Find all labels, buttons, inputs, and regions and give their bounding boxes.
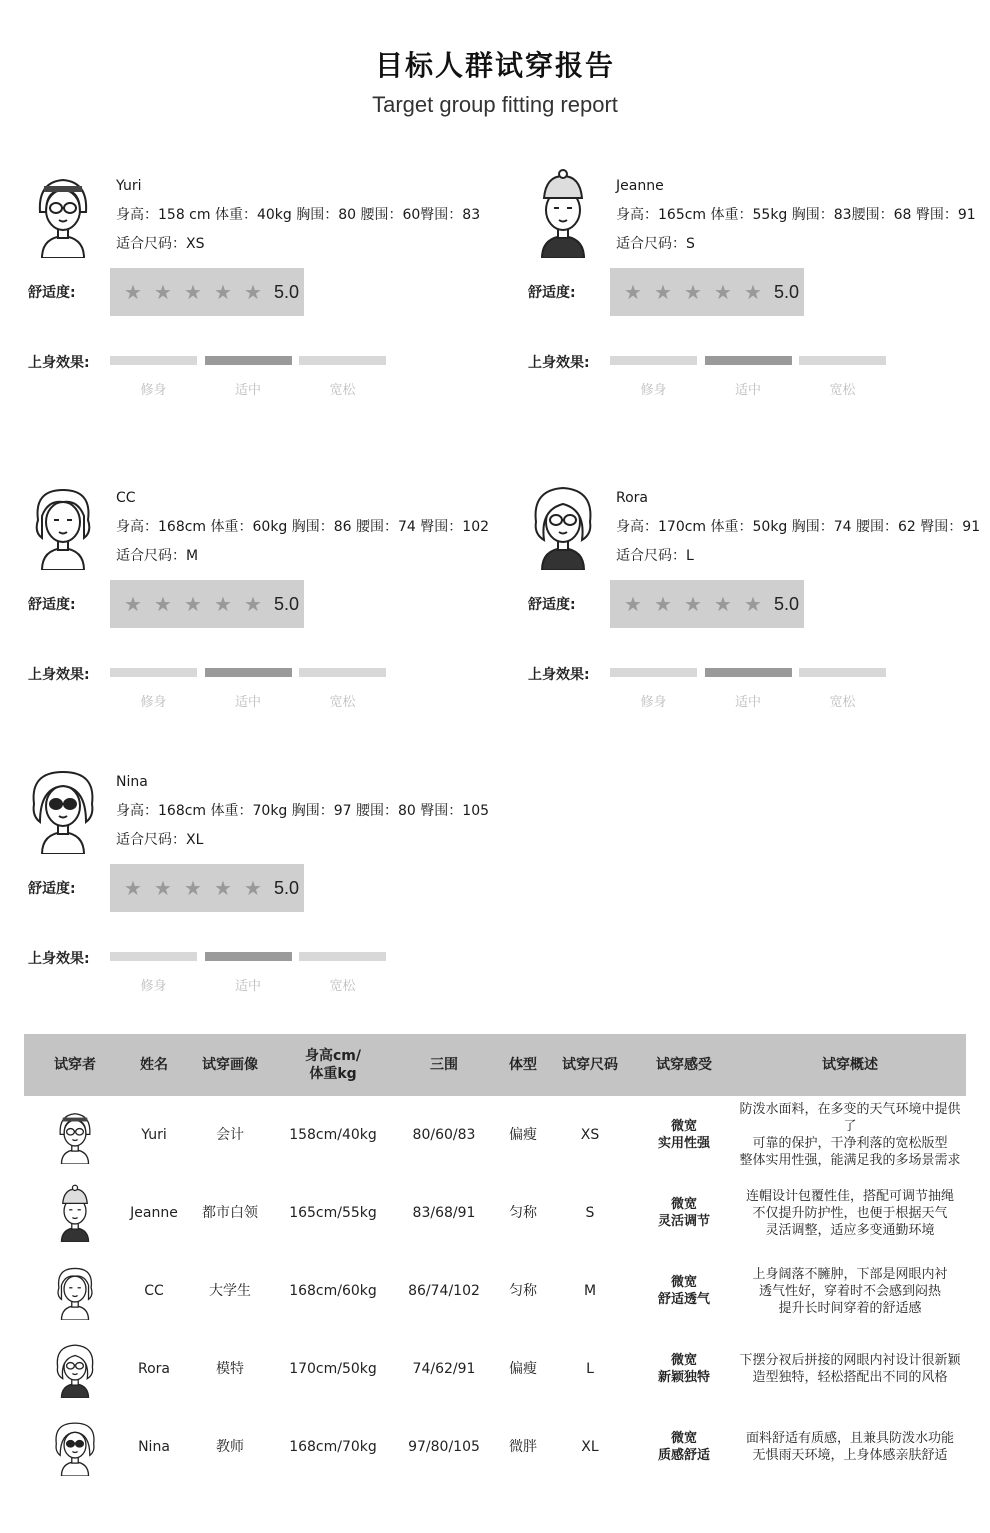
fit-option (705, 356, 792, 398)
cell-feeling: 微宽 灵活调节 (657, 1197, 710, 1229)
fit-scale (110, 952, 386, 994)
star-icon: ★ (154, 876, 172, 900)
star-icon: ★ (184, 592, 202, 616)
cell-role: 会计 (216, 1127, 244, 1143)
cell-measurements: 97/80/105 (408, 1439, 480, 1455)
cell-feeling: 微宽 新颖独特 (657, 1353, 710, 1385)
fit-bar (299, 356, 386, 365)
fit-option-label: 修身 (140, 695, 167, 710)
fit-option (205, 668, 292, 710)
tester-card-jeanne (528, 168, 990, 418)
column-header: 试穿者 (54, 1057, 96, 1073)
fit-option (110, 668, 197, 710)
cell-size: S (585, 1205, 595, 1221)
fit-label: 上身效果: (528, 667, 590, 683)
column-header: 试穿尺码 (562, 1057, 618, 1073)
cell-name: Yuri (141, 1127, 167, 1143)
fit-option-label: 宽松 (329, 979, 356, 994)
tester-name: Rora (616, 490, 648, 506)
fit-scale (610, 668, 886, 710)
tester-measurements: 身高：158 cm 体重：40kg 胸围：80 腰围：60臀围：83 (116, 207, 481, 223)
fit-option-label: 修身 (140, 979, 167, 994)
fit-option (205, 356, 292, 398)
avatar-portrait-icon (528, 480, 598, 570)
fit-bar (705, 356, 792, 365)
fit-bar (205, 952, 292, 961)
cell-body-shape: 匀称 (509, 1205, 537, 1221)
column-header: 三围 (430, 1057, 458, 1073)
fit-option-label: 修身 (640, 383, 667, 398)
fit-bar (110, 356, 197, 365)
cell-height-weight: 168cm/70kg (289, 1439, 377, 1455)
fit-bar (205, 356, 292, 365)
table-row (24, 1252, 966, 1330)
star-icon: ★ (244, 280, 262, 304)
star-icon: ★ (684, 592, 702, 616)
cell-size: L (586, 1361, 594, 1377)
fit-bar (205, 668, 292, 677)
star-icon: ★ (184, 876, 202, 900)
tester-info (616, 484, 980, 571)
star-icon: ★ (154, 280, 172, 304)
cell-name: Rora (138, 1361, 170, 1377)
fit-option (299, 952, 386, 994)
star-icon: ★ (124, 280, 142, 304)
tester-avatar-icon (24, 1340, 126, 1398)
fit-bar (299, 952, 386, 961)
table-body (24, 1096, 966, 1486)
tester-avatar-icon (24, 1106, 126, 1164)
fit-option (705, 668, 792, 710)
fit-option (205, 952, 292, 994)
fit-label: 上身效果: (28, 951, 90, 967)
fit-option-label: 宽松 (829, 383, 856, 398)
cell-feeling: 微宽 实用性强 (657, 1119, 710, 1151)
fitting-table (24, 1034, 966, 1486)
star-icon: ★ (624, 592, 642, 616)
cell-summary: 下摆分衩后拼接的网眼内衬设计很新颖 造型独特，轻松搭配出不同的风格 (739, 1353, 961, 1385)
tester-measurements: 身高：168cm 体重：60kg 胸围：86 腰围：74 臀围：102 (116, 519, 490, 535)
column-header: 试穿概述 (822, 1057, 878, 1073)
fit-bar (610, 356, 697, 365)
cell-role: 教师 (216, 1439, 244, 1455)
comfort-label: 舒适度: (28, 285, 76, 301)
table-row (24, 1408, 966, 1486)
comfort-rating (610, 268, 804, 316)
fit-option-label: 适中 (234, 979, 261, 994)
tester-name: CC (116, 490, 136, 506)
tester-card-rora (528, 480, 990, 730)
cell-body-shape: 微胖 (509, 1439, 537, 1455)
fit-label: 上身效果: (28, 355, 90, 371)
fit-option (610, 356, 697, 398)
report-header (0, 44, 990, 118)
star-icon: ★ (744, 592, 762, 616)
fit-label: 上身效果: (28, 667, 90, 683)
table-row (24, 1096, 966, 1174)
tester-name: Jeanne (616, 178, 664, 194)
tester-size: 适合尺码：S (616, 236, 695, 252)
cell-feeling: 微宽 舒适透气 (657, 1275, 710, 1307)
comfort-label: 舒适度: (28, 597, 76, 613)
cell-summary: 上身阔落不臃肿，下部是网眼内衬 透气性好，穿着时不会感到闷热 提升长时间穿着的舒适感 (752, 1266, 948, 1316)
tester-info (616, 172, 976, 259)
star-icon: ★ (714, 280, 732, 304)
comfort-label: 舒适度: (28, 881, 76, 897)
avatar-portrait-icon (28, 480, 98, 570)
page-subtitle: Target group fitting report (372, 92, 618, 117)
fit-bar (110, 668, 197, 677)
tester-size: 适合尺码：XL (116, 832, 204, 848)
fit-label: 上身效果: (528, 355, 590, 371)
fit-scale (110, 356, 386, 398)
fit-option (110, 952, 197, 994)
star-icon: ★ (244, 876, 262, 900)
table-row (24, 1174, 966, 1252)
tester-avatar-icon (24, 1184, 126, 1242)
comfort-rating (110, 268, 304, 316)
fit-option (610, 668, 697, 710)
cell-measurements: 74/62/91 (412, 1361, 476, 1377)
star-icon: ★ (214, 280, 232, 304)
tester-size: 适合尺码：XS (116, 236, 205, 252)
fit-option-label: 适中 (734, 695, 761, 710)
cell-name: Nina (138, 1439, 170, 1455)
cell-measurements: 80/60/83 (412, 1127, 476, 1143)
star-icon: ★ (684, 280, 702, 304)
comfort-score: 5.0 (774, 281, 800, 302)
fit-bar (299, 668, 386, 677)
comfort-rating (610, 580, 804, 628)
fit-bar (705, 668, 792, 677)
star-icon: ★ (714, 592, 732, 616)
fit-bar (799, 668, 886, 677)
star-icon: ★ (744, 280, 762, 304)
cell-size: M (583, 1283, 597, 1299)
comfort-label: 舒适度: (528, 285, 576, 301)
tester-size: 适合尺码：L (616, 548, 694, 564)
tester-name: Nina (116, 774, 148, 790)
cell-size: XL (581, 1439, 599, 1455)
cell-role: 模特 (216, 1361, 244, 1377)
comfort-score: 5.0 (274, 281, 300, 302)
tester-avatar-icon (24, 1418, 126, 1476)
comfort-score: 5.0 (274, 593, 300, 614)
tester-card-yuri (28, 168, 498, 418)
fit-option-label: 宽松 (329, 383, 356, 398)
tester-size: 适合尺码：M (116, 548, 199, 564)
star-icon: ★ (214, 592, 232, 616)
fit-bar (110, 952, 197, 961)
cell-body-shape: 偏瘦 (509, 1361, 537, 1377)
cell-height-weight: 168cm/60kg (289, 1283, 377, 1299)
fit-option-label: 修身 (640, 695, 667, 710)
tester-card-nina (28, 764, 498, 1014)
fit-scale (110, 668, 386, 710)
cell-height-weight: 158cm/40kg (289, 1127, 377, 1143)
star-icon: ★ (654, 280, 672, 304)
cell-summary: 面料舒适有质感，且兼具防泼水功能 无惧雨天环境，上身体感亲肤舒适 (745, 1431, 954, 1463)
star-icon: ★ (184, 280, 202, 304)
fit-scale (610, 356, 886, 398)
cell-summary: 连帽设计包覆性佳，搭配可调节抽绳 不仅提升防护性，也便于根据天气 灵活调整，适应多变通勤环境 (745, 1188, 954, 1238)
fit-option (299, 356, 386, 398)
avatar-portrait-icon (528, 168, 598, 258)
fit-option-label: 修身 (140, 383, 167, 398)
star-icon: ★ (244, 592, 262, 616)
cell-height-weight: 165cm/55kg (289, 1205, 377, 1221)
star-icon: ★ (154, 592, 172, 616)
star-icon: ★ (214, 876, 232, 900)
comfort-rating (110, 864, 304, 912)
tester-measurements: 身高：168cm 体重：70kg 胸围：97 腰围：80 臀围：105 (116, 803, 490, 819)
comfort-score: 5.0 (274, 877, 300, 898)
cell-body-shape: 偏瘦 (509, 1127, 537, 1143)
fit-option (110, 356, 197, 398)
page-title: 目标人群试穿报告 (374, 49, 615, 82)
column-header: 身高cm/ 体重kg (305, 1048, 361, 1082)
comfort-rating (110, 580, 304, 628)
tester-card-cc (28, 480, 498, 730)
cell-name: CC (144, 1283, 164, 1299)
tester-info (116, 484, 489, 571)
star-icon: ★ (654, 592, 672, 616)
cell-height-weight: 170cm/50kg (289, 1361, 377, 1377)
column-header: 试穿感受 (656, 1057, 712, 1073)
cell-measurements: 83/68/91 (412, 1205, 476, 1221)
tester-avatar-icon (24, 1262, 126, 1320)
fit-bar (799, 356, 886, 365)
fit-option-label: 适中 (234, 383, 261, 398)
avatar-portrait-icon (28, 764, 98, 854)
tester-info (116, 768, 489, 855)
fit-option (799, 668, 886, 710)
cell-summary: 防泼水面料，在多变的天气环境中提供了 可靠的保护，干净利落的宽松版型 整体实用性强，能满足我的多场景需求 (739, 1102, 961, 1168)
fit-option-label: 宽松 (829, 695, 856, 710)
fit-option (299, 668, 386, 710)
fit-bar (610, 668, 697, 677)
table-row (24, 1330, 966, 1408)
tester-info (116, 172, 480, 259)
cell-body-shape: 匀称 (509, 1283, 537, 1299)
column-header: 姓名 (140, 1057, 168, 1073)
cell-name: Jeanne (130, 1205, 178, 1221)
fit-option-label: 适中 (734, 383, 761, 398)
column-header: 体型 (509, 1057, 537, 1073)
tester-measurements: 身高：165cm 体重：55kg 胸围：83腰围：68 臀围：91 (616, 207, 976, 223)
cell-size: XS (580, 1127, 600, 1143)
comfort-label: 舒适度: (528, 597, 576, 613)
cell-role: 大学生 (209, 1283, 251, 1299)
column-header: 试穿画像 (202, 1057, 258, 1073)
cell-role: 都市白领 (202, 1205, 258, 1221)
fit-option-label: 宽松 (329, 695, 356, 710)
fit-option (799, 356, 886, 398)
comfort-score: 5.0 (774, 593, 800, 614)
avatar-portrait-icon (28, 168, 98, 258)
fit-option-label: 适中 (234, 695, 261, 710)
cell-measurements: 86/74/102 (408, 1283, 480, 1299)
star-icon: ★ (124, 592, 142, 616)
cell-feeling: 微宽 质感舒适 (657, 1431, 710, 1463)
table-header (24, 1034, 966, 1096)
star-icon: ★ (124, 876, 142, 900)
tester-name: Yuri (116, 178, 142, 194)
tester-measurements: 身高：170cm 体重：50kg 胸围：74 腰围：62 臀围：91 (616, 519, 981, 535)
star-icon: ★ (624, 280, 642, 304)
